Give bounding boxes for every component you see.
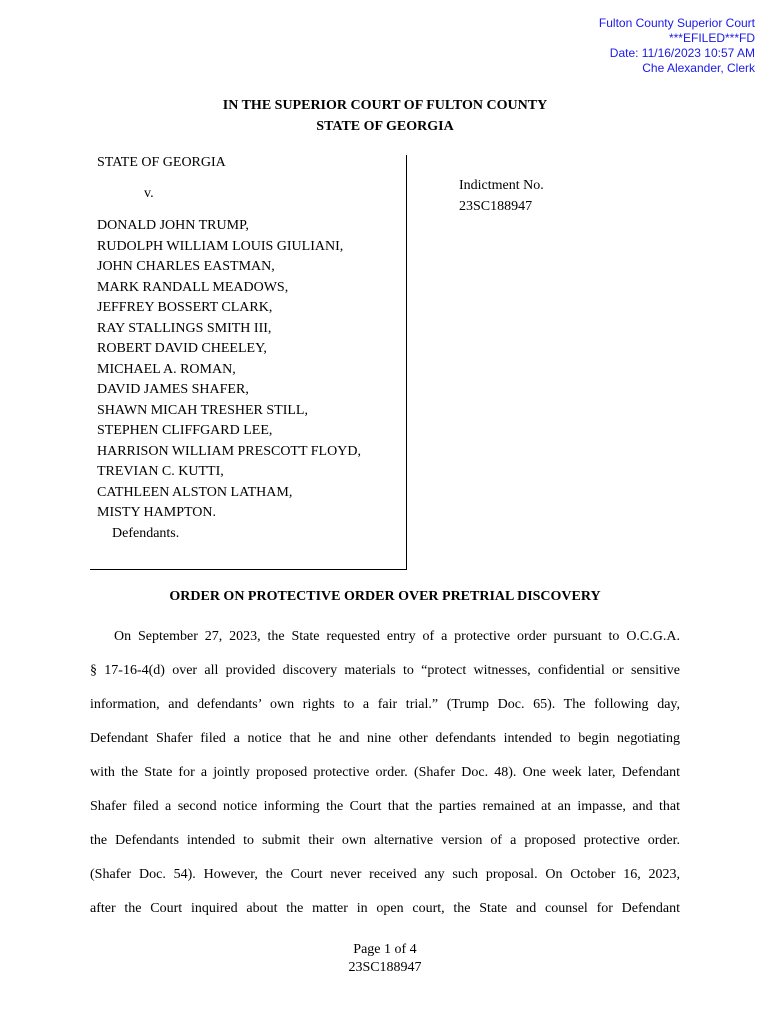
court-header — [0, 95, 770, 137]
order-title: ORDER ON PROTECTIVE ORDER OVER PRETRIAL DISCOVERY — [169, 589, 601, 604]
efile-court-line: Fulton County Superior Court — [598, 16, 755, 30]
defendant-name: JEFFREY BOSSERT CLARK, — [97, 300, 273, 315]
defendant-name: ROBERT DAVID CHEELEY, — [97, 341, 267, 356]
caption-horizontal-divider — [90, 569, 407, 570]
body-line: with the State for a jointly proposed protective order. (Shafer Doc. 48). One week later, Defendant — [90, 765, 680, 780]
defendant-name: STEPHEN CLIFFGARD LEE, — [97, 423, 273, 438]
body-line: Defendant Shafer filed a notice that he and nine other defendants intended to begin negotiating — [90, 731, 680, 746]
defendant-name: MICHAEL A. ROMAN, — [97, 361, 236, 377]
footer-case-number: 23SC188947 — [348, 960, 422, 975]
defendant-name: JOHN CHARLES EASTMAN, — [97, 259, 275, 274]
defendant-name: HARRISON WILLIAM PRESCOTT FLOYD, — [97, 443, 361, 459]
page-footer — [0, 941, 770, 977]
defendant-name: TREVIAN C. KUTTI, — [97, 464, 224, 479]
body-line: On September 27, 2023, the State requested entry of a protective order pursuant to O.C.G.A. — [114, 629, 680, 644]
order-body — [90, 620, 680, 926]
defendant-name: MARK RANDALL MEADOWS, — [97, 279, 289, 295]
body-line: the Defendants intended to submit their own alternative version of a proposed protective order. — [90, 833, 680, 848]
defendant-name: DAVID JAMES SHAFER, — [97, 382, 249, 397]
body-line: Shafer filed a second notice informing the Court that the parties remained at an impasse, and that — [90, 799, 680, 814]
court-state: STATE OF GEORGIA — [316, 119, 454, 134]
body-line: information, and defendants’ own rights to a fair trial.” (Trump Doc. 65). The following day, — [90, 697, 680, 712]
defendant-name: MISTY HAMPTON. — [97, 505, 217, 520]
body-line: (Shafer Doc. 54). However, the Court never received any such proposal. On October 16, 2023, — [90, 867, 680, 882]
defendants-label: Defendants. — [112, 525, 180, 541]
indictment-info — [459, 175, 544, 217]
defendant-name: RAY STALLINGS SMITH III, — [97, 320, 272, 336]
efile-date-line: Date: 11/16/2023 10:57 AM — [609, 46, 755, 60]
defendant-name: DONALD JOHN TRUMP, — [97, 218, 249, 233]
defendant-name: RUDOLPH WILLIAM LOUIS GIULIANI, — [97, 238, 344, 254]
efile-clerk-line: Che Alexander, Clerk — [642, 61, 755, 75]
defendant-list — [97, 216, 397, 524]
defendant-name: CATHLEEN ALSTON LATHAM, — [97, 484, 293, 500]
indictment-label: Indictment No. — [459, 178, 544, 193]
indictment-number: 23SC188947 — [459, 199, 533, 214]
plaintiff-name: STATE OF GEORGIA — [97, 155, 226, 170]
defendant-name: SHAWN MICAH TRESHER STILL, — [97, 402, 308, 418]
court-name: IN THE SUPERIOR COURT OF FULTON COUNTY — [222, 98, 548, 113]
body-line: § 17-16-4(d) over all provided discovery materials to “protect witnesses, confidential or sensitive — [90, 663, 680, 678]
efile-stamp — [599, 16, 755, 76]
versus: v. — [144, 185, 154, 201]
caption-vertical-divider — [406, 155, 407, 569]
body-line: after the Court inquired about the matter in open court, the State and counsel for Defendant — [90, 901, 680, 916]
efile-status-line: ***EFILED***FD — [668, 31, 755, 45]
page-number: Page 1 of 4 — [353, 942, 417, 957]
case-caption-parties — [97, 153, 397, 544]
